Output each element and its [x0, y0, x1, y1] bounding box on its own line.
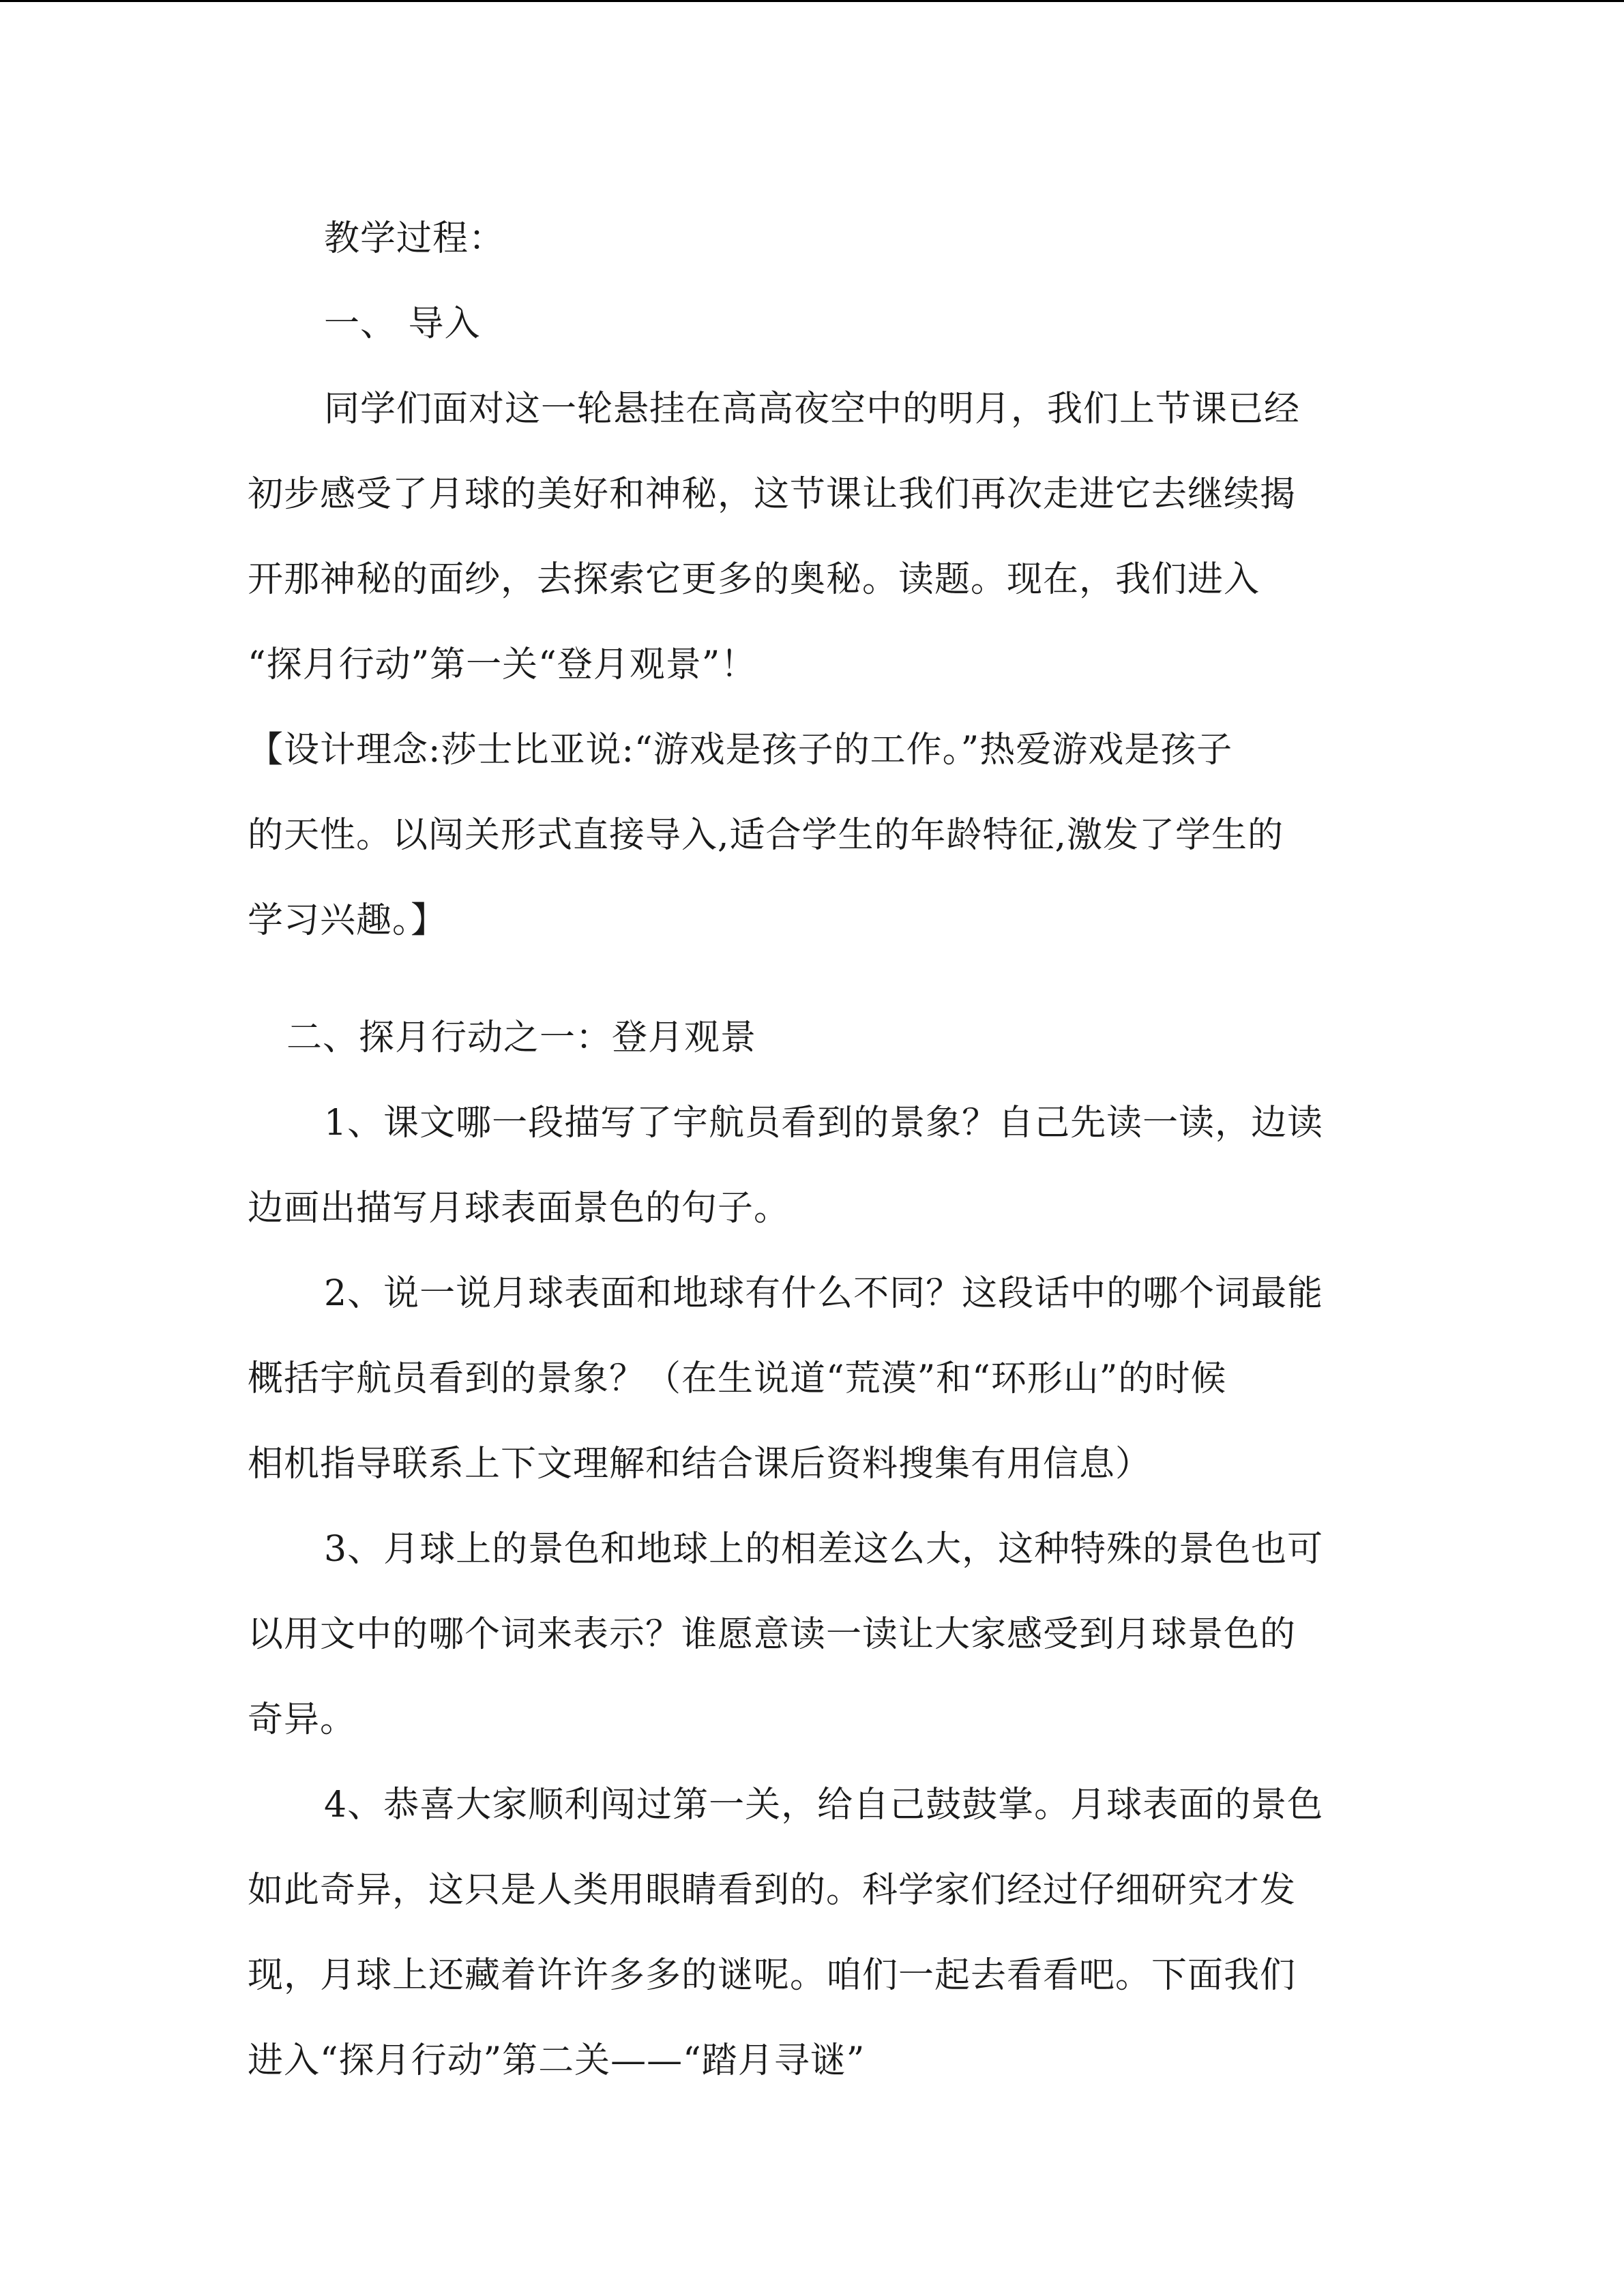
section2-title: 二、探月行动之一：登月观景 [286, 1017, 757, 1058]
item1-line-1: 1、课文哪一段描写了宇航员看到的景象？自己先读一读，边读 [324, 1103, 1324, 1144]
design-note-line-2: 的天性。以闯关形式直接导入,适合学生的年龄特征,激发了学生的 [248, 815, 1284, 856]
item2-line-3: 相机指导联系上下文理解和结合课后资料搜集有用信息） [248, 1444, 1152, 1485]
intro-line-3: 开那神秘的面纱，去探索它更多的奥秘。读题。现在，我们进入 [248, 559, 1260, 600]
item2-line-1: 2、说一说月球表面和地球有什么不同？这段话中的哪个词最能 [324, 1273, 1324, 1314]
item4-line-4: 进入“探月行动”第二关——“踏月寻谜” [248, 2040, 866, 2081]
item3-line-1: 3、月球上的景色和地球上的相差这么大，这种特殊的景色也可 [324, 1529, 1324, 1570]
intro-line-4: “探月行动”第一关“登月观景”！ [248, 644, 757, 685]
design-note-line-1: 【设计理念:莎士比亚说:“游戏是孩子的工作。”热爱游戏是孩子 [248, 730, 1233, 771]
item1-line-2: 边画出描写月球表面景色的句子。 [248, 1188, 791, 1229]
section1-title: 一、 导入 [324, 303, 481, 344]
item3-line-2: 以用文中的哪个词来表示？谁愿意读一读让大家感受到月球景色的 [248, 1614, 1297, 1655]
design-note-line-3: 学习兴趣。】 [248, 900, 447, 941]
intro-line-1: 同学们面对这一轮悬挂在高高夜空中的明月，我们上节课已经 [324, 389, 1301, 430]
item4-line-2: 如此奇异，这只是人类用眼睛看到的。科学家们经过仔细研究才发 [248, 1870, 1297, 1911]
item4-line-3: 现，月球上还藏着许许多多的谜呢。咱们一起去看看吧。下面我们 [248, 1955, 1297, 1996]
heading: 教学过程： [324, 218, 505, 259]
item2-line-2: 概括宇航员看到的景象？（在生说道“荒漠”和“环形山”的时候 [248, 1358, 1227, 1399]
item3-line-3: 奇异。 [248, 1699, 357, 1740]
item4-line-1: 4、恭喜大家顺利闯过第一关，给自己鼓鼓掌。月球表面的景色 [324, 1785, 1324, 1825]
intro-line-2: 初步感受了月球的美好和神秘，这节课让我们再次走进它去继续揭 [248, 474, 1297, 515]
